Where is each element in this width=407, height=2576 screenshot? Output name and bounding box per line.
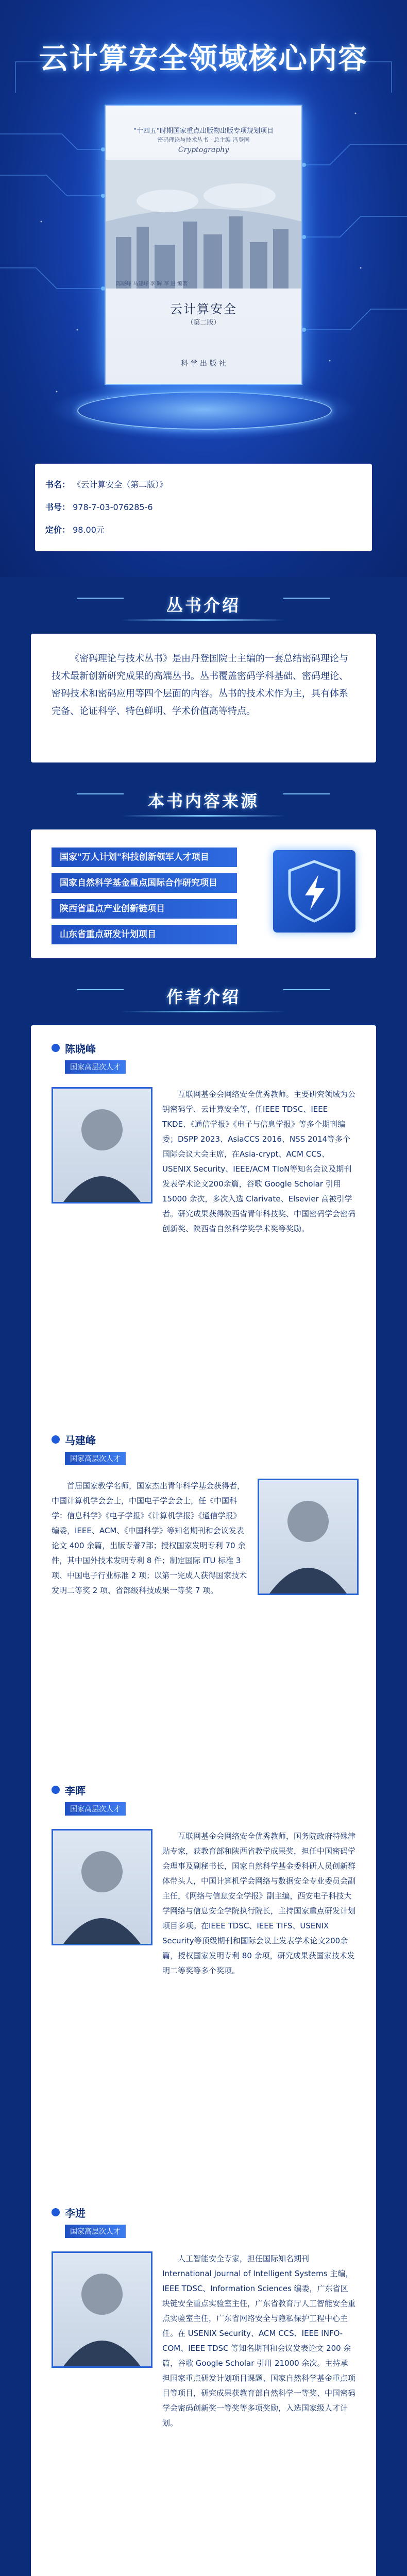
shield-lightning-icon bbox=[273, 850, 355, 933]
author-tag: 国家高层次人才 bbox=[65, 1060, 126, 1074]
source-section-header bbox=[0, 778, 407, 824]
intro-section-header bbox=[0, 582, 407, 629]
hero-title: 云计算安全领域核心内容 bbox=[39, 42, 368, 76]
author-bullet-icon bbox=[52, 1044, 60, 1052]
author-bio: 首届国家教学名师，国家杰出青年科学基金获得者，中国计算机学会会士，中国电子学会会士，任《中国科学：信息科学》《电子学报》《计算机学报》《通信学报》编委，IEEE、ACM、《中国科学》等知名期刊和会议发表论文 400 余篇，出版专著7部；授权国家发明专利 70 余件，其中国外技术发明专利 8 件；制定国际 ITU 标准 3 项、中国电子行业标准 2 项；以第一完成人获得国家技术发明二等奖 2 项、省部级科技成果一等奖 7 项。 bbox=[52, 1481, 247, 1595]
author-card bbox=[52, 2205, 355, 2576]
price-value: 98.00元 bbox=[73, 525, 105, 535]
author-bio: 互联网基金会网络安全优秀教师。主要研究领域为公钥密码学、云计算安全等，任IEEE TDSC、IEEE TKDE、《通信学报》《电子与信息学报》等多个期刊编委；DSPP 2023、AsiaCCS 2016、NSS 2014等多个国际会议大会主席，在Asia-crypt、ACM CCS、USENIX Security、IEEE/ACM TIoN等知名会议及期刊发表学术论文200余篇，谷歌 Google Scholar 引用 15000 余次，多次入选 Clarivate、Elsevier 高被引学者。研究成果获得陕西省青年科技奖、中国密码学会密码创新奖、陕西省自然科学奖学术奖等奖励。 bbox=[162, 1090, 356, 1233]
book-name-label: 书名： bbox=[45, 480, 71, 489]
author-photo bbox=[52, 2251, 152, 2368]
book-authors: 陈晓峰 马建峰 李 晖 李 进 编著 bbox=[116, 281, 188, 287]
isbn-label: 书号： bbox=[45, 502, 71, 512]
book-cover-art bbox=[106, 160, 301, 289]
book-edition: （第二版） bbox=[186, 319, 221, 327]
authors-section-header bbox=[0, 974, 407, 1020]
author-bullet-icon bbox=[52, 1786, 60, 1794]
header-deco-right bbox=[283, 793, 330, 794]
book-info-box bbox=[35, 464, 372, 551]
source-section bbox=[31, 829, 376, 958]
header-deco-right bbox=[283, 598, 330, 599]
intro-section bbox=[31, 634, 376, 762]
author-card bbox=[52, 1783, 355, 2184]
author-name: 马建峰 bbox=[65, 1434, 96, 1447]
book-subseries: 密码理论与技术丛书 · 总主编 冯登国 bbox=[157, 137, 250, 143]
author-tag: 国家高层次人才 bbox=[65, 2225, 126, 2238]
author-bullet-icon bbox=[52, 2208, 60, 2216]
intro-section-title: 丛书介绍 bbox=[166, 596, 241, 615]
header-underline bbox=[121, 815, 286, 817]
header-deco-right bbox=[283, 989, 330, 990]
glow-platform-ring bbox=[77, 392, 332, 430]
source-item: 国家"万人计划"科技创新领军人才项目 bbox=[52, 848, 237, 867]
author-name: 李晖 bbox=[65, 1785, 86, 1797]
author-tag: 国家高层次人才 bbox=[65, 1452, 126, 1465]
book-name-value: 《云计算安全（第二版）》 bbox=[73, 480, 168, 489]
authors-section bbox=[31, 1025, 376, 2576]
author-photo bbox=[52, 1829, 152, 1945]
author-photo bbox=[258, 1479, 359, 1595]
hero-banner bbox=[0, 0, 407, 577]
isbn-row bbox=[45, 501, 153, 513]
book-name-row bbox=[45, 478, 167, 490]
author-bio: 人工智能安全专家，担任国际知名期刊 International Journal of Intelligent Systems 主编，IEEE TDSC、Information Sciences 编委，广东省区块链安全重点实验室主任，广东省教育厅人工智能安全重点实验室主任，广东省网络安全与隐私保护工程中心主任。在 USENIX Security、ACM CCS、IEEE INFO-COM、IEEE TDSC 等知名期刊和会议发表论文 200 余篇，谷歌 Google Scholar 引用 21000 余次。主持承担国家重点研发计划项目课题、国家自然科学基金重点项目等项目，研究成果获教育部自然科学一等奖、中国密码学会密码创新奖一等奖等多项奖励，入选国家级人才计划。 bbox=[162, 2254, 356, 2428]
book-brand: Cryptography bbox=[178, 146, 229, 154]
author-name: 李进 bbox=[65, 2207, 86, 2219]
author-photo bbox=[52, 1087, 152, 1204]
intro-text: 《密码理论与技术丛书》是由丹登国院士主编的一套总结密码理论与技术最新创新研究成果的高端丛书。丛书覆盖密码学科基础、密码理论、密码技术和密码应用等四个层面的内容。丛书的技术术作为主，具有体系完备、论证科学、特色鲜明、学术价值高等特点。 bbox=[52, 653, 348, 717]
isbn-value: 978-7-03-076285-6 bbox=[73, 502, 153, 512]
source-item: 陕西省重点产业创新链项目 bbox=[52, 899, 237, 919]
author-card bbox=[52, 1432, 355, 1762]
book-cover bbox=[106, 106, 301, 384]
city-skyline-illustration bbox=[106, 160, 301, 289]
author-card bbox=[52, 1041, 355, 1412]
price-label: 定价： bbox=[45, 525, 71, 535]
authors-section-title: 作者介绍 bbox=[166, 987, 241, 1007]
price-row bbox=[45, 523, 105, 535]
author-bullet-icon bbox=[52, 1435, 60, 1444]
source-item: 国家自然科学基金重点国际合作研究项目 bbox=[52, 873, 237, 893]
header-underline bbox=[121, 619, 286, 621]
header-underline bbox=[121, 1011, 286, 1012]
source-section-title: 本书内容来源 bbox=[147, 791, 259, 811]
book-cover-title: 云计算安全 bbox=[170, 302, 237, 316]
author-tag: 国家高层次人才 bbox=[65, 1802, 126, 1816]
source-item: 山东省重点研发计划项目 bbox=[52, 925, 237, 944]
author-name: 陈晓峰 bbox=[65, 1043, 96, 1055]
author-bio: 互联网基金会网络安全优秀教师，国务院政府特殊津贴专家，获教育部和陕西省教学成果奖，担任中国密码学会理事及副秘书长，国家自然科学基金委科研人员创新群体带头人，中国计算机学会网络与数据安全专业委员会副主任，《网络与信息安全学报》副主编，西安电子科技大学网络与信息安全学院执行院长，主持国家重点研发计划项目多项。在IEEE TDSC、IEEE TIFS、USENIX Security等顶级期刊和国际会议上发表学术论文200余篇，授权国家发明专利 80 余项，研究成果获国家技术发明二等奖等多个奖项。 bbox=[162, 1832, 356, 1975]
book-series: "十四五"时期国家重点出版物出版专项规划项目 bbox=[133, 127, 274, 135]
book-publisher: 科 学 出 版 社 bbox=[181, 360, 226, 368]
